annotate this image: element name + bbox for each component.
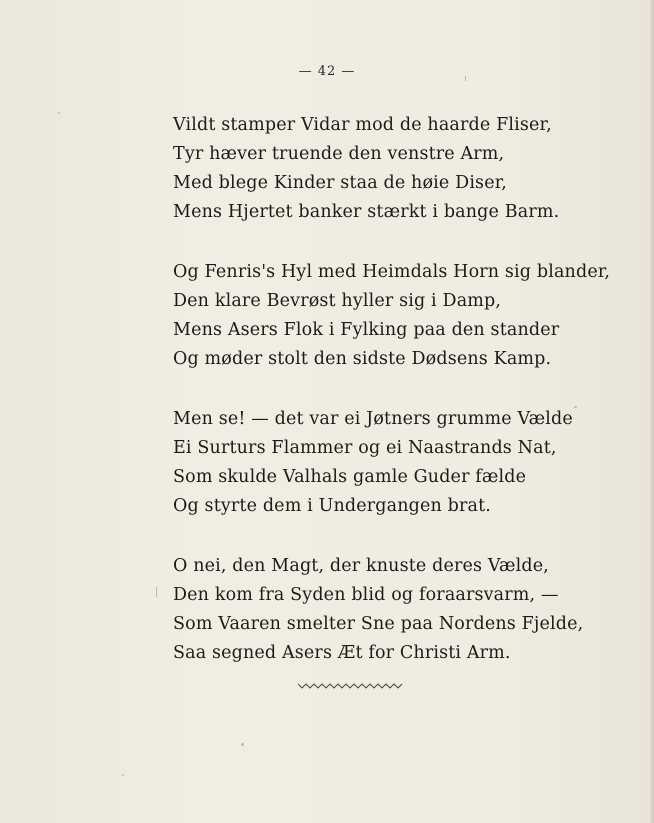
poem-line: Den klare Bevrøst hyller sig i Damp, bbox=[173, 291, 502, 311]
poem-line: Men se! — det var ei Jøtners grumme Vælde bbox=[173, 409, 573, 429]
stanza-1 bbox=[173, 111, 593, 227]
poem-line: Mens Hjertet banker stærkt i bange Barm. bbox=[173, 202, 560, 222]
paper-speck bbox=[241, 743, 244, 746]
page-edge bbox=[650, 0, 654, 823]
poem-line: Som skulde Valhals gamle Guder fælde bbox=[173, 467, 527, 487]
poem-line: Saa segned Asers Æt for Christi Arm. bbox=[173, 643, 511, 663]
poem-line: Ei Surturs Flammer og ei Naastrands Nat, bbox=[173, 438, 557, 458]
poem bbox=[173, 111, 611, 699]
poem-line: Vildt stamper Vidar mod de haarde Fliser, bbox=[173, 115, 552, 135]
poem-line: Den kom fra Syden blid og foraarsvarm, — bbox=[173, 585, 559, 605]
paper-speck bbox=[574, 406, 577, 408]
paper-speck bbox=[156, 587, 157, 597]
stanza-3 bbox=[173, 405, 593, 521]
poem-line: Som Vaaren smelter Sne paa Nordens Fjelde, bbox=[173, 614, 584, 634]
paper-speck bbox=[58, 112, 60, 114]
stanza-2 bbox=[173, 258, 611, 374]
wavy-line-ornament-icon bbox=[298, 680, 403, 692]
stanza-4 bbox=[173, 552, 593, 668]
page-number: — 42 — bbox=[298, 64, 356, 79]
poem-line: Tyr hæver truende den venstre Arm, bbox=[173, 144, 505, 164]
poem-line: O nei, den Magt, der knuste deres Vælde, bbox=[173, 556, 549, 576]
poem-line: Mens Asers Flok i Fylking paa den stander bbox=[173, 320, 560, 340]
paper-speck bbox=[122, 774, 124, 776]
poem-line: Og styrte dem i Undergangen brat. bbox=[173, 496, 491, 516]
poem-line: Med blege Kinder staa de høie Diser, bbox=[173, 173, 508, 193]
paper-speck bbox=[465, 76, 466, 81]
poem-line: Og Fenris's Hyl med Heimdals Horn sig blander, bbox=[173, 262, 611, 282]
poem-line: Og møder stolt den sidste Dødsens Kamp. bbox=[173, 349, 552, 369]
